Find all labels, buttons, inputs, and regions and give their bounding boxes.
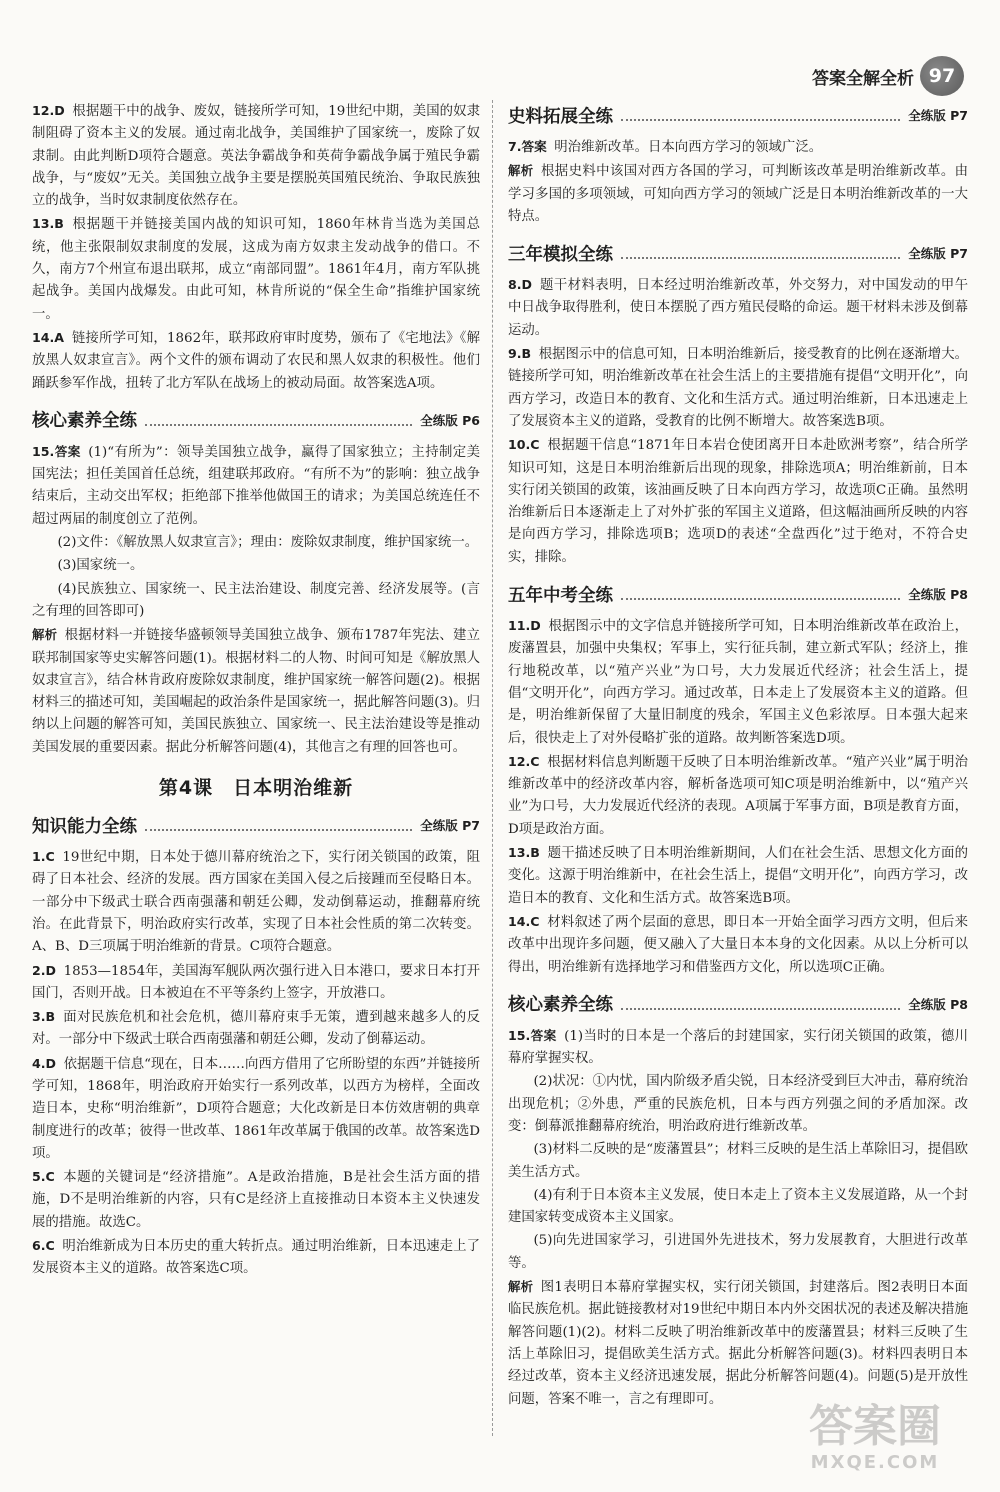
answer-12b: 12.C 根据材料信息判断题干反映了日本明治维新改革。“殖产兴业”属于明治维新改革中的经济改革内容，解析备选项可知C项是明治维新中，以“殖产兴业”为口号，大力发展近代经济的表现。A项属于军事方面，B项是教育方面，D项是政治方面。: [508, 753, 968, 837]
watermark-logo: [780, 1402, 970, 1480]
section-title: 史料拓展全练: [508, 106, 613, 127]
watermark-url: MXQE.COM: [810, 1452, 940, 1473]
answer-15-2: (2)文件：《解放黑人奴隶宣言》；理由：废除奴隶制度，维护国家统一。: [57, 535, 479, 551]
answer-11: 11.D 根据图示中的文字信息并链接所学可知，日本明治维新改革在政治上，废藩置县，加强中央集权；军事上，实行征兵制，建立新式军队；经济上，推行地税改革，以“殖产兴业”为口号，大力发展近代经济；社会生活上，提倡“文明开化”，向西方学习。通过改革，日本走上了发展资本主义的道路。但是，明治维新保留了大量旧制度的残余，军国主义色彩浓厚。日本强大起来后，很快走上了对外侵略扩张的道路。故判断答案选D项。: [508, 618, 968, 746]
section-title: 核心素养全练: [508, 995, 613, 1016]
answer-14b: 14.C 材料叙述了两个层面的意思，即日本一开始全面学习西方文明，但后来改革中出现许多问题，便又融入了大量日本本身的文化因素。从以上分析可以得出，明治维新有选择地学习和借鉴西方文化，所以选项C正确。: [508, 913, 968, 975]
section-ref: 全练版 P7: [908, 246, 968, 262]
answer-15: 15.答案 (1)“有所为”：领导美国独立战争，赢得了国家独立；主持制定美国宪法；担任美国首任总统，组建联邦政府。“有所不为”的影响：独立战争结束后，主动交出军权；拒绝部下推举他做国王的请求；为美国总统连任不超过两届的制度创立了范例。: [32, 443, 480, 527]
section-title: 三年模拟全练: [508, 244, 613, 265]
section-header: [508, 989, 968, 1019]
section-header: [508, 579, 968, 609]
section-header: [32, 405, 480, 435]
answer-4: 4.D 依据题干信息“现在，日本……向西方借用了它所盼望的东西”并链接所学可知，1868年，明治政府开始实行一系列改革，以西方为榜样，全面改造日本，史称“明治维新”，D项符合题意；大化改新是日本仿效唐朝的典章制度进行的改革；彼得一世改革、1861年改革属于俄国的改革。故答案选D项。: [32, 1055, 480, 1161]
header-label: 答案全解全析: [812, 68, 914, 89]
answer-8: 8.D 题干材料表明，日本经过明治维新改革，外交努力，对中国发动的甲午中日战争取得胜利，使日本摆脱了西方殖民侵略的命运。题干材料未涉及倒幕运动。: [508, 277, 968, 338]
analysis-7: 解析 根据史料中该国对西方各国的学习，可判断该改革是明治维新改革。由学习多国的多项领域，可知向西方学习的领域广泛是日本明治维新改革的一大特点。: [508, 163, 968, 224]
analysis-15b: 解析 图1表明日本幕府掌握实权，实行闭关锁国，封建落后。图2表明日本面临民族危机。据此链接教材对19世纪中期日本内外交困状况的表述及解决措施解答问题(1)(2)。材料二反映了明治维新改革中的废藩置县；材料三反映了生活上革除旧习，提倡欧美生活方式。据此分析解答问题(3)。材料四表明日本经过改革，资本主义经济迅速发展，据此分析解答问题(4)。问题(5)是开放性问题，答案不唯一，言之有理即可。: [508, 1279, 968, 1407]
answer-15b-3: (3)材料二反映的是“废藩置县”；材料三反映的是生活上革除旧习，提倡欧美生活方式。: [508, 1142, 968, 1180]
lesson-title: 第4课 日本明治维新: [158, 777, 354, 800]
left-column: [32, 100, 480, 1452]
watermark-text: 答案圈: [809, 1401, 941, 1452]
section-dots: [145, 414, 412, 426]
section-ref: 全练版 P6: [420, 412, 480, 428]
answer-14: 14.A 链接所学可知，1862年，联邦政府审时度势，颁布了《宅地法》《解放黑人奴隶宣言》。两个文件的颁布调动了农民和黑人奴隶的积极性。他们踊跃参军作战，扭转了北方军队在战场上的被动局面。故答案选A项。: [32, 329, 480, 391]
section-ref: 全练版 P8: [908, 996, 968, 1012]
column-divider: [492, 100, 493, 1436]
section-header: [508, 100, 968, 130]
answer-15-3: (3)国家统一。: [57, 558, 144, 574]
answer-15b-5: (5)向先进国家学习，引进国外先进技术，努力发展教育，大胆进行改革等。: [508, 1233, 968, 1271]
answer-5: 5.C 本题的关键词是“经济措施”。A是政治措施，B是社会生活方面的措施，D不是明治维新的内容，只有C是经济上直接推动日本资本主义快速发展的措施。故选C。: [32, 1169, 480, 1230]
right-column: [508, 100, 968, 1452]
answer-15b-4: (4)有利于日本资本主义发展，使日本走上了资本主义发展道路，从一个封建国家转变成资本主义国家。: [508, 1187, 968, 1226]
answer-2: 2.D 1853—1854年，美国海军舰队两次强行进入日本港口，要求日本打开国门，否则开战。日本被迫在不平等条约上签字，开放港口。: [32, 962, 480, 1001]
answer-15-4: (4)民族独立、国家统一、民主法治建设、制度完善、经济发展等。(言之有理的回答即可): [32, 581, 480, 619]
section-header: [508, 238, 968, 268]
section-ref: 全练版 P8: [908, 587, 968, 603]
answer-13: 13.B 根据题干并链接美国内战的知识可知，1860年林肯当选为美国总统，他主张限制奴隶制度的发展，这成为南方奴隶主发动战争的借口。不久，南方7个州宣布退出联邦，成立“南部同盟”。1861年4月，南方军队挑起战争。美国内战爆发。由此可知，林肯所说的“保全生命”指维护国家统一。: [32, 216, 480, 322]
section-ref: 全练版 P7: [908, 108, 968, 123]
section-ref: 全练版 P7: [420, 818, 480, 834]
section-dots: [145, 819, 412, 831]
answer-3: 3.B 面对民族危机和社会危机，德川幕府束手无策，遭到越来越多人的反对。一部分中下级武士联合西南强藩和朝廷公卿，发动了倒幕运动。: [32, 1009, 480, 1048]
answer-13b: 13.B 题干描述反映了日本明治维新期间，人们在社会生活、思想文化方面的变化。这源于明治维新中，在社会生活上，提倡“文明开化”，向西方学习，改造日本的教育、文化和生活方式。故答案选B项。: [508, 845, 968, 906]
section-title: 知识能力全练: [32, 816, 137, 837]
page-number: 97: [920, 56, 964, 96]
answer-15b-2: (2)状况：①内忧，国内阶级矛盾尖锐，日本经济受到巨大冲击，幕府统治出现危机；②外患，严重的民族危机，日本与西方列强之间的矛盾加深。改变：倒幕派推翻幕府统治，明治政府进行维新改革。: [508, 1074, 968, 1134]
analysis-15: 解析 根据材料一并链接华盛顿领导美国独立战争、颁布1787年宪法、建立联邦制国家等史实解答问题(1)。根据材料二的人物、时间可知是《解放黑人奴隶宣言》，结合林肯政府废除奴隶制度，维护国家统一解答问题(2)。根据材料三的描述可知，美国崛起的政治条件是国家统一，据此解答问题(3)。归纳以上问题的解答可知，美国民族独立、国家统一、民主法治建设等是推动美国发展的重要因素。据此分析解答问题(4)，其他言之有理的回答也可。: [32, 627, 480, 755]
answer-1: 1.C 19世纪中期，日本处于德川幕府统治之下，实行闭关锁国的政策，阻碍了日本社会、经济的发展。西方国家在美国入侵之后接踵而至侵略日本。一部分中下级武士联合西南强藩和朝廷公卿，发动倒幕运动，推翻幕府统治。在此背景下，明治政府实行改革，实现了日本社会性质的第二次转变。A、B、D三项属于明治维新的背景。C项符合题意。: [32, 849, 480, 955]
answer-10: 10.C 根据题干信息“1871年日本岩仓使团离开日本赴欧洲考察”，结合所学知识可知，这是日本明治维新后出现的现象，排除选项A；明治维新前，日本实行闭关锁国的政策，该油画反映了日本向西方学习，故选项C正确。虽然明治维新后日本逐渐走上了对外扩张的军国主义道路，但这幅油画所反映的内容是向西方学习，排除选项B；选项D的表述“全盘西化”过于绝对，不符合史实，排除。: [508, 437, 968, 565]
answer-6: 6.C 明治维新成为日本历史的重大转折点。通过明治维新，日本迅速走上了发展资本主义的道路。故答案选C项。: [32, 1238, 480, 1277]
section-dots: [621, 247, 900, 259]
section-dots: [621, 588, 900, 600]
section-title: 五年中考全练: [508, 585, 613, 606]
section-dots: [621, 109, 900, 121]
answer-12: 12.D 根据题干中的战争、废奴，链接所学可知，19世纪中期，美国的奴隶制阻碍了资本主义的发展。通过南北战争，美国维护了国家统一，废除了奴隶制。由此判断D项符合题意。英法争霸战争和英荷争霸战争属于殖民争霸战争，与“废奴”无关。美国独立战争主要是摆脱英国殖民统治、争取民族独立的战争，当时奴隶制度依然存在。: [32, 103, 480, 209]
answer-15b: 15.答案 (1)当时的日本是一个落后的封建国家，实行闭关锁国的政策，德川幕府掌握实权。: [508, 1027, 968, 1067]
section-title: 核心素养全练: [32, 411, 137, 432]
answer-7: 7.答案 明治维新改革。日本向西方学习的领域广泛。: [508, 139, 823, 155]
section-dots: [621, 998, 900, 1010]
section-header: [32, 810, 480, 840]
page-header: [812, 52, 964, 100]
answer-9: 9.B 根据图示中的信息可知，日本明治维新后，接受教育的比例在逐渐增大。链接所学可知，明治维新改革在社会生活上的主要措施有提倡“文明开化”，向西方学习，改造日本的教育、文化和生活方式。通过明治维新，日本迅速走上了发展资本主义的道路，受教育的比例不断增大。故答案选B项。: [508, 346, 968, 429]
